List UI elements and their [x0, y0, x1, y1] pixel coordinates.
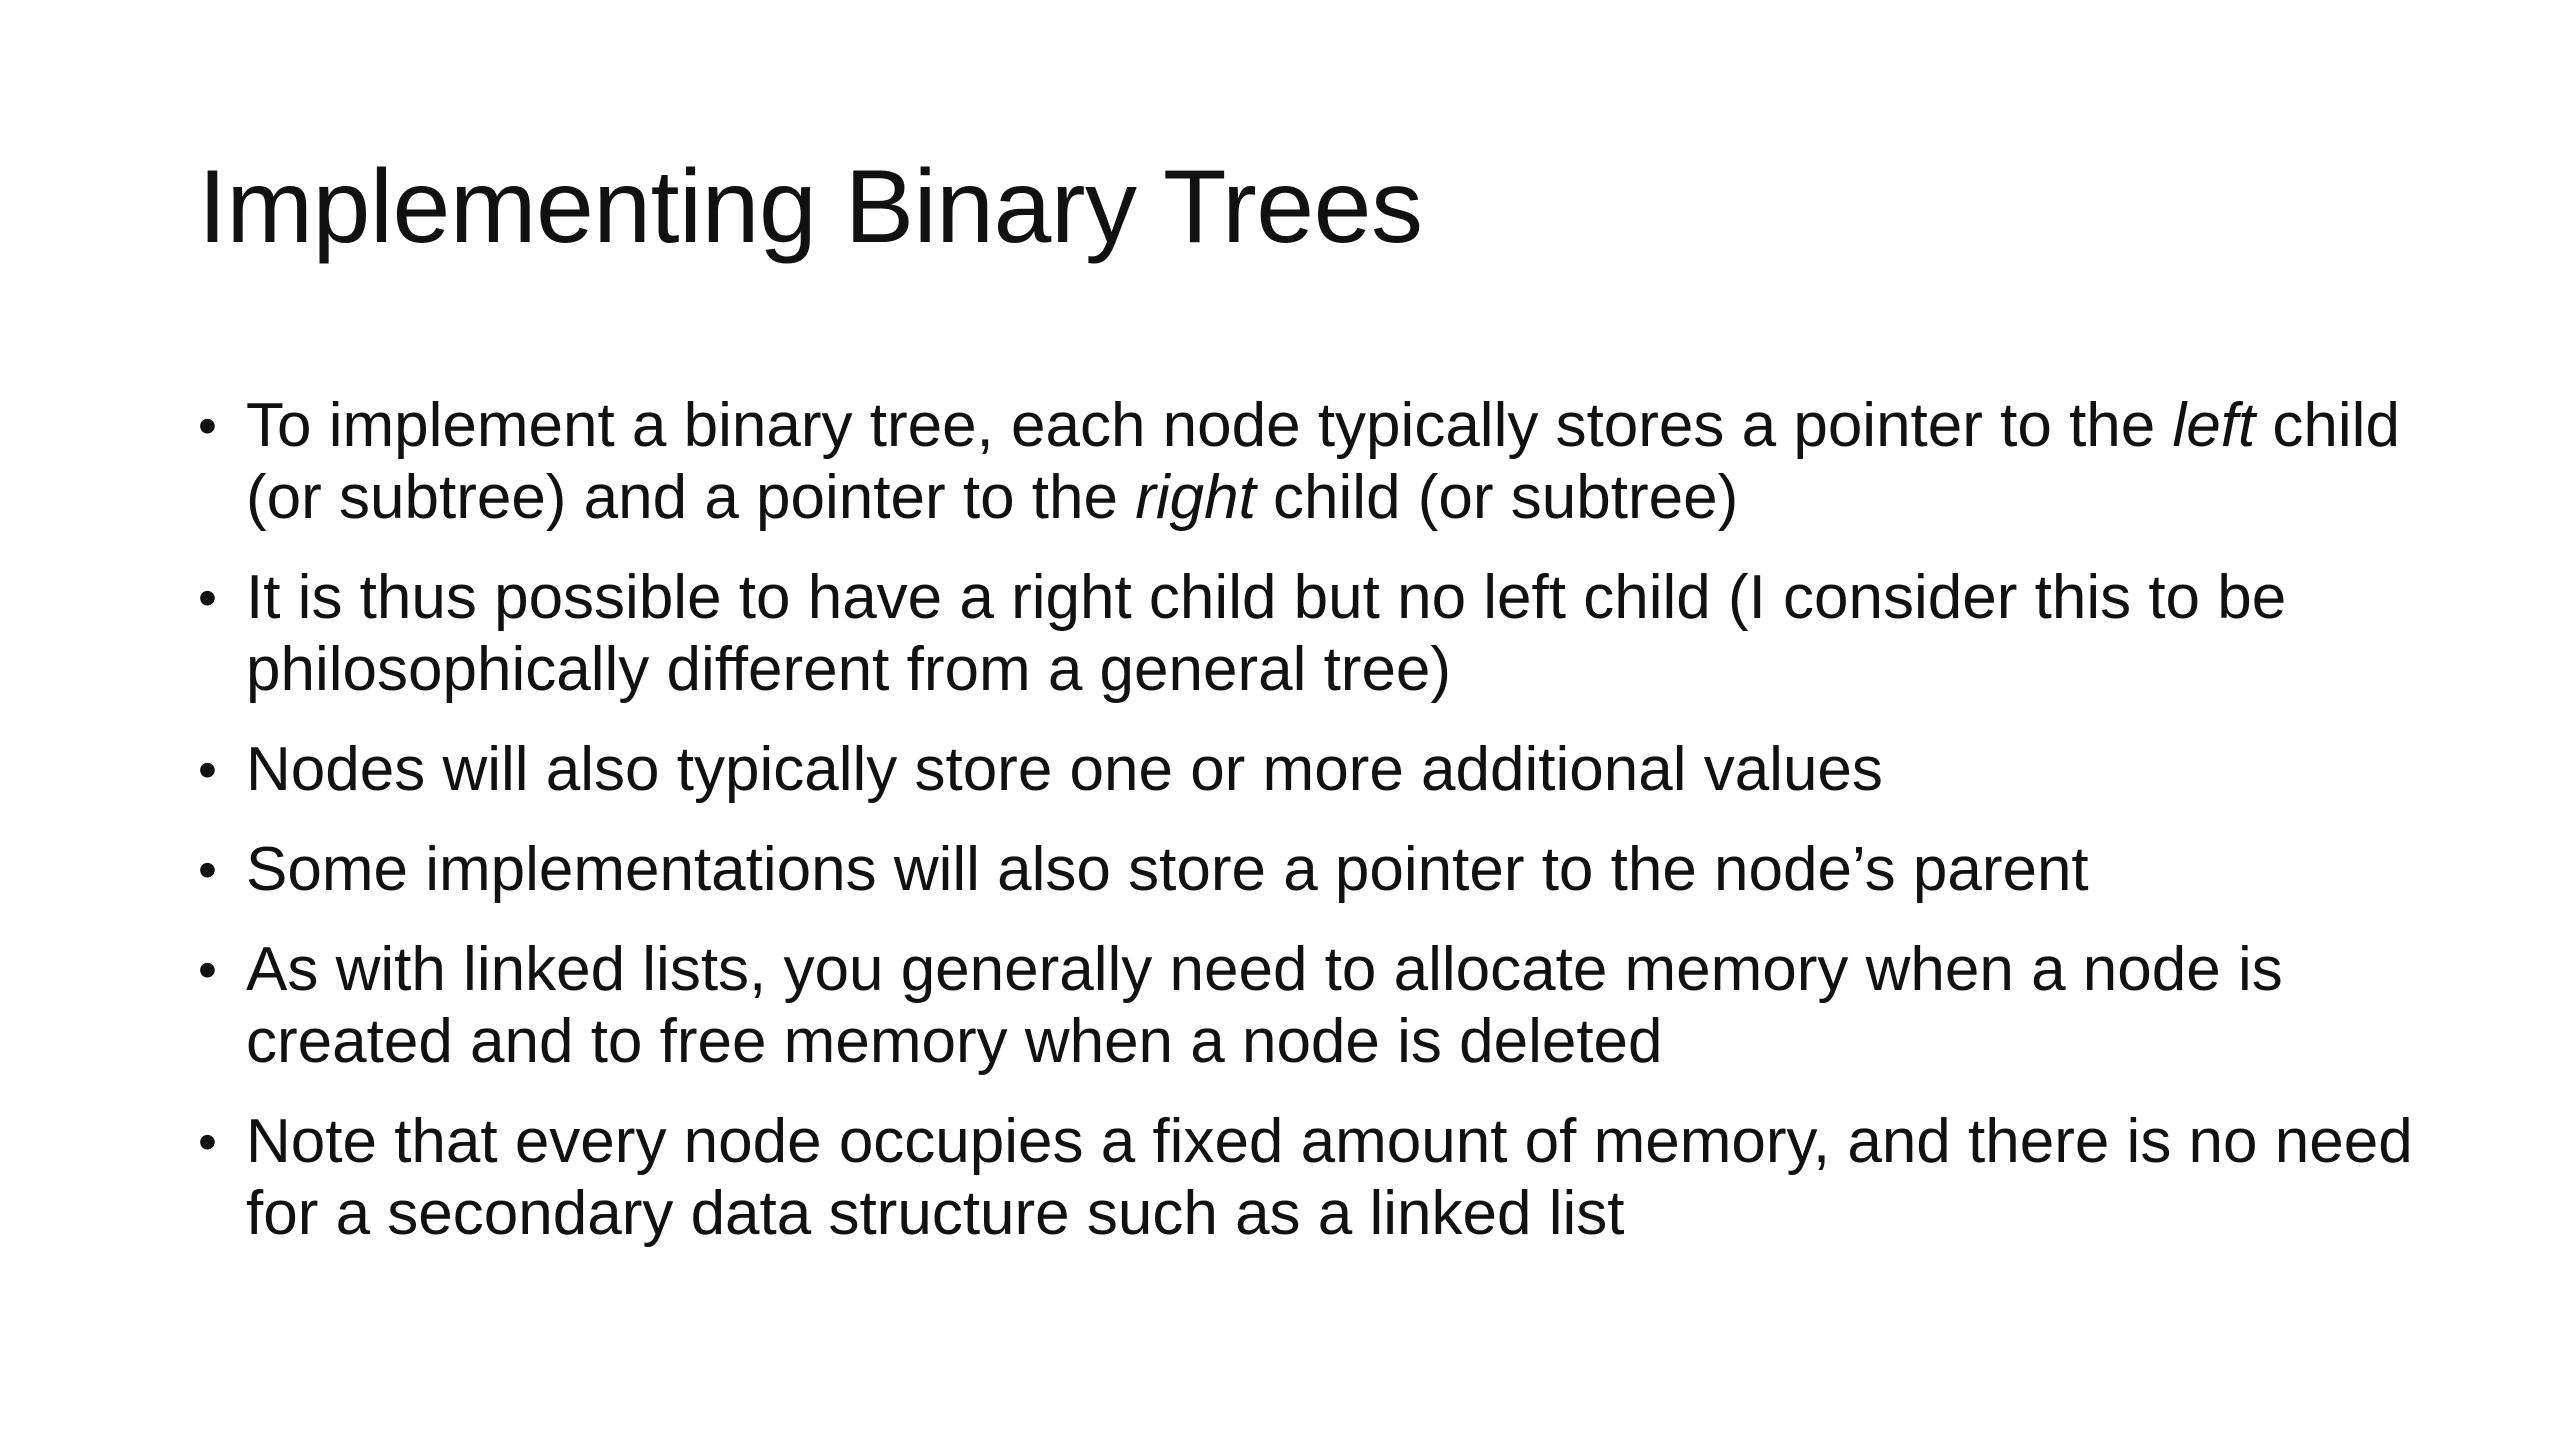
bullet-text: It is thus possible to have a right child but no left child (I consider this to be philosophically different from a general tree): [246, 563, 2287, 704]
bullet-text: Nodes will also typically store one or more additional values: [246, 735, 1883, 804]
bullet-item-parent: [198, 834, 2428, 906]
bullet-dot-icon: •: [198, 840, 217, 900]
bullet-item-right-child: [198, 562, 2428, 706]
bullet-item-values: [198, 734, 2428, 806]
bullet-item-pointers: [198, 390, 2428, 534]
bullet-text: Some implementations will also store a pointer to the node’s parent: [246, 835, 2089, 904]
bullet-dot-icon: •: [198, 740, 217, 800]
emphasis-right: right: [1135, 463, 1256, 532]
bullet-dot-icon: •: [198, 396, 217, 456]
bullet-item-memory: [198, 934, 2428, 1078]
bullet-text-part: child (or subtree) and a pointer to the: [246, 391, 2400, 532]
bullet-item-fixed-memory: [198, 1106, 2428, 1250]
bullet-text: Note that every node occupies a fixed amount of memory, and there is no need for a secondary data structure such as a linked list: [246, 1107, 2413, 1248]
slide-title: Implementing Binary Trees: [198, 149, 1423, 265]
bullet-dot-icon: •: [198, 568, 217, 628]
bullet-text-part: child (or subtree): [1255, 463, 1739, 532]
bullet-dot-icon: •: [198, 1112, 217, 1172]
bullet-list: [198, 390, 2428, 1278]
bullet-text-part: To implement a binary tree, each node typically stores a pointer to the: [246, 391, 2173, 460]
bullet-dot-icon: •: [198, 940, 217, 1000]
emphasis-left: left: [2172, 391, 2256, 460]
bullet-text: As with linked lists, you generally need to allocate memory when a node is created and to free memory when a node is deleted: [246, 935, 2283, 1076]
